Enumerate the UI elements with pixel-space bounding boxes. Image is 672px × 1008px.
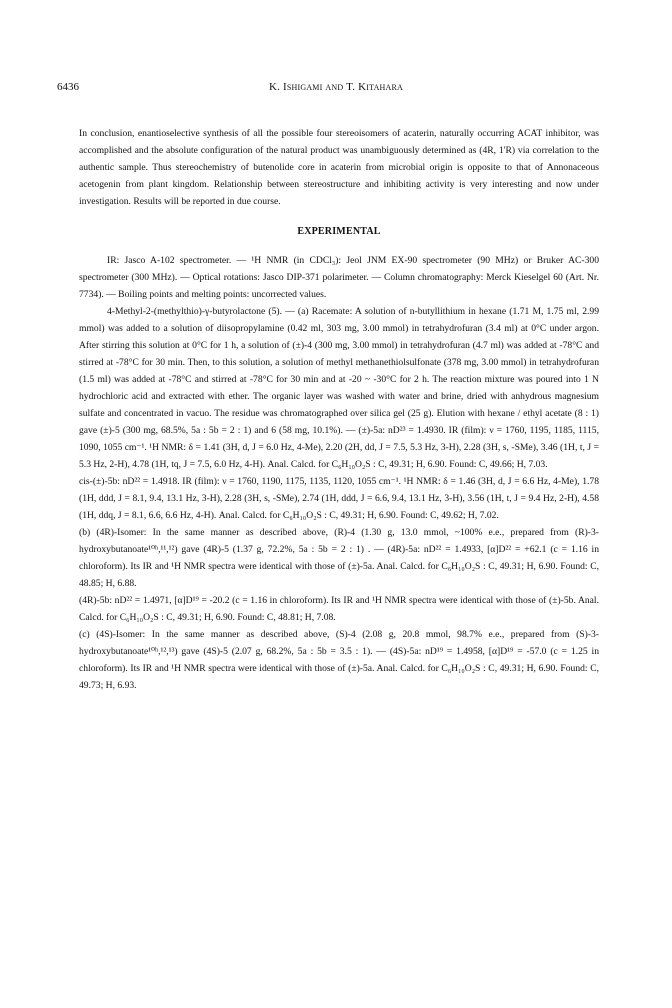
- instruments-paragraph: IR: Jasco A-102 spectrometer. — ¹H NMR (in CDCl₃): Jeol JNM EX-90 spectrometer (90 MHz) or Bruker AC-300 spectrometer (300 MHz). — Optical rotations: Jasco DIP-371 polarimeter. — Column chromatography: Merck Kieselgel 60 (Art. Nr. 7734). — Boiling points and melting points: uncorrected values.: [79, 255, 599, 300]
- experimental-heading: EXPERIMENTAL: [297, 226, 381, 237]
- article-body: [79, 125, 599, 694]
- page-header: [57, 81, 615, 97]
- cis-5b-paragraph: cis-(±)-5b: nD²² = 1.4918. IR (film): ν = 1760, 1190, 1175, 1135, 1120, 1055 cm⁻¹. ¹H NMR: δ = 1.46 (3H, d, J = 6.6 Hz, 4-Me), 1.78 (1H, ddd, J = 8.1, 9.4, 13.1 Hz, 3-H), 2.28 (3H, s, -SMe), 2.74 (1H, ddd, J = 6.6, 9.4, 13.1 Hz, 3-H), 3.56 (1H, t, J = 9.4 Hz, 2-H), 4.58 (1H, ddq, J = 8.1, 6.6, 6.6 Hz, 4-H). Anal. Calcd. for C₆H₁₀O₂S : C, 49.31; H, 6.90. Found: C, 49.62; H, 7.02.: [79, 476, 599, 521]
- page-number: 6436: [57, 81, 79, 93]
- running-head: K. Ishigami and T. Kitahara: [268, 81, 404, 93]
- conclusion-paragraph: In conclusion, enantioselective synthesis of all the possible four stereoisomers of acaterin, naturally occurring ACAT inhibitor, was accomplished and the absolute configuration of the natural product was unambiguously determined as (4R, 1'R) via correlation to the authentic sample. Thus stereochemistry of butenolide core in acaterin from microbial origin is opposite to that of Annonaceous acetogenin from plant kingdom. Relationship between stereostructure and inhibiting activity is very interesting and now under investigation. Results will be reported in due course.: [79, 128, 599, 207]
- isomer-4s-paragraph: (c) (4S)-Isomer: In the same manner as described above, (S)-4 (2.08 g, 20.8 mmol, 98.7% e.e., prepared from (S)-3-hydroxybutanoate¹⁰ʰ,¹²,¹³) gave (4S)-5 (2.07 g, 68.2%, 5a : 5b = 3.5 : 1). — (4S)-5a: nD¹⁹ = 1.4958, [α]D¹⁹ = -57.0 (c = 1.25 in chloroform). Its IR and ¹H NMR spectra were identical with those of (±)-5a. Anal. Calcd. for C₆H₁₀O₂S : C, 49.31; H, 6.90. Found: C, 49.73; H, 6.93.: [79, 629, 599, 691]
- isomer-4r-paragraph: (b) (4R)-Isomer: In the same manner as described above, (R)-4 (1.30 g, 13.0 mmol, ~100% e.e., prepared from (R)-3-hydroxybutanoate¹⁰ʰ,¹¹,¹²) gave (4R)-5 (1.37 g, 72.2%, 5a : 5b = 2 : 1) . — (4R)-5a: nD²² = 1.4933, [α]D²² = +62.1 (c = 1.16 in chloroform). Its IR and ¹H NMR spectra were identical with those of (±)-5a. Anal. Calcd. for C₆H₁₀O₂S : C, 49.31; H, 6.90. Found: C, 48.85; H, 6.88.: [79, 527, 599, 589]
- compound5-racemate-paragraph: 4-Methyl-2-(methylthio)-γ-butyrolactone (5). — (a) Racemate: A solution of n-butyllithium in hexane (1.71 M, 1.75 ml, 2.99 mmol) was added to a solution of diisopropylamine (0.42 ml, 303 mg, 3.00 mmol) in tetrahydrofuran (3.4 ml) at 0°C under argon. After stirring this solution at 0°C for 1 h, a solution of (±)-4 (300 mg, 3.00 mmol) in tetrahydrofuran (4.7 ml) was added at -78°C and stirred at -78°C for 30 min. Then, to this solution, a solution of methyl methanethiolsulfonate (378 mg, 3.00 mmol) in tetrahydrofuran (1.5 ml) was added at -78°C and stirred at -78°C for 30 min and at -20 ~ -30°C for 2 h. The reaction mixture was poured into 1 N hydrochloric acid and extracted with ether. The organic layer was washed with water and brine, dried with anhydrous magnesium sulfate and concentrated in vacuo. The residue was chromatographed over silica gel (25 g). Elution with hexane / ethyl acetate (8 : 1) gave (±)-5 (300 mg, 68.5%, 5a : 5b = 2 : 1) and 6 (58 mg, 10.1%). — (±)-5a: nD²³ = 1.4930. IR (film): ν = 1760, 1195, 1185, 1115, 1090, 1055 cm⁻¹. ¹H NMR: δ = 1.41 (3H, d, J = 6.0 Hz, 4-Me), 2.20 (2H, dd, J = 7.5, 5.3 Hz, 3-H), 2.28 (3H, s, -SMe), 3.46 (1H, t, J = 5.3 Hz, 2-H), 4.78 (1H, tq, J = 7.5, 6.0 Hz, 4-H). Anal. Calcd. for C₆H₁₀O₂S : C, 49.31; H, 6.90. Found: C, 49.66; H, 7.03.: [79, 306, 599, 470]
- isomer-4r-5b-paragraph: (4R)-5b: nD²² = 1.4971, [α]D¹⁹ = -20.2 (c = 1.16 in chloroform). Its IR and ¹H NMR spectra were identical with those of (±)-5b. Anal. Calcd. for C₆H₁₀O₂S : C, 49.31; H, 6.90. Found: C, 48.81; H, 7.08.: [79, 595, 599, 623]
